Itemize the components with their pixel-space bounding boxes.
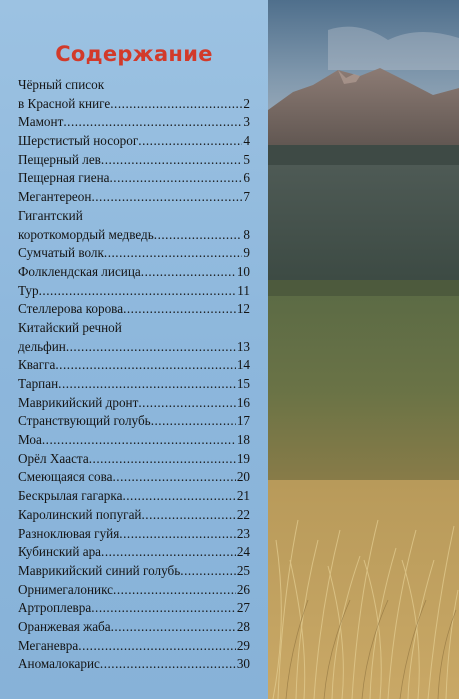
toc-entry: [18, 300, 250, 319]
dot-leader: [151, 412, 236, 431]
toc-entry-title: Пещерная гиена: [18, 170, 110, 186]
toc-entry-title: дельфин: [18, 338, 66, 354]
toc-entry: [18, 375, 250, 394]
toc-entry: [18, 655, 250, 674]
dot-leader: [119, 525, 236, 544]
toc-entry: [18, 618, 250, 637]
toc-entry-title: Смеющаяся сова: [18, 469, 113, 485]
dot-leader: [100, 655, 236, 674]
toc-entry-title: Разноклювая гуйя: [18, 525, 120, 541]
toc-page-number: 30: [236, 656, 250, 672]
dot-leader: [89, 450, 236, 469]
toc-page-number: 8: [243, 226, 250, 242]
toc-entry-title: Артроплевра: [18, 600, 92, 616]
toc-entry: [18, 581, 250, 600]
toc-page-number: 14: [236, 357, 250, 373]
dot-leader: [138, 132, 242, 151]
toc-page-number: 23: [236, 525, 250, 541]
toc-entry-title: Странствующий голубь: [18, 413, 151, 429]
dot-leader: [110, 95, 242, 114]
toc-entry: [18, 356, 250, 375]
toc-entry-title: Меганевра: [18, 637, 79, 653]
toc-page-number: 3: [243, 114, 250, 130]
toc-entry: [18, 188, 250, 207]
toc-entry: [18, 599, 250, 618]
toc-entry: [18, 151, 250, 170]
dot-leader: [55, 356, 235, 375]
toc-entry-title: Шерстистый носорог: [18, 133, 139, 149]
toc-page-number: 19: [236, 450, 250, 466]
toc-entry-line: Чёрный список: [18, 77, 105, 92]
toc-entry-title: Мегантереон: [18, 189, 92, 205]
toc-entry-title: Орёл Хааста: [18, 450, 89, 466]
dot-leader: [63, 113, 242, 132]
toc-entry-title: Пещерный лев: [18, 151, 101, 167]
toc-entry-title: Тарпан: [18, 376, 59, 391]
toc-entry-title: Каролинский попугай: [18, 506, 142, 522]
toc-entry-title: Аномалокарис: [18, 656, 100, 672]
toc-entry-title: Оранжевая жаба: [18, 618, 111, 634]
dot-leader: [122, 487, 235, 506]
toc-page-number: 24: [236, 544, 250, 560]
dot-leader: [101, 151, 242, 170]
toc-entry: [18, 468, 250, 487]
toc-entry-line: Китайский речной: [18, 319, 122, 335]
toc-page-number: 28: [236, 618, 250, 634]
dot-leader: [180, 562, 236, 581]
dot-leader: [141, 506, 235, 525]
toc-entry-title: Сумчатый волк: [18, 245, 104, 261]
toc-page-number: 11: [237, 282, 250, 298]
toc-entry-title: Маврикийский дронт: [18, 394, 139, 410]
toc-page-number: 5: [243, 151, 250, 167]
toc-entry: [18, 95, 250, 114]
dot-leader: [39, 282, 237, 301]
toc-page-number: 16: [236, 394, 250, 410]
toc-title: Содержание: [55, 42, 213, 66]
toc-entry: [18, 450, 250, 469]
toc-page-number: 7: [243, 189, 250, 205]
toc-entry: [18, 394, 250, 413]
toc-entry: [18, 637, 250, 656]
toc-page-number: 10: [236, 263, 250, 279]
dot-leader: [101, 543, 236, 562]
toc-entry: [18, 543, 250, 562]
toc-entry: [18, 562, 250, 581]
toc-page-number: 27: [236, 600, 250, 616]
toc-entry-title: Стеллерова корова: [18, 301, 124, 317]
dot-leader: [113, 581, 236, 600]
toc-page-number: 18: [236, 432, 250, 448]
toc-page-number: 25: [236, 562, 250, 578]
toc-entry: [18, 244, 250, 263]
toc-page-number: 4: [243, 133, 250, 149]
toc-entry: [18, 431, 250, 450]
dot-leader: [78, 637, 236, 656]
dot-leader: [154, 226, 243, 245]
toc-page-number: 20: [236, 469, 250, 485]
toc-entry-title: Фолклендская лисица: [18, 263, 141, 279]
dot-leader: [123, 300, 236, 319]
dot-leader: [141, 263, 236, 282]
toc-page-number: 13: [236, 338, 250, 354]
toc-entry: [18, 412, 250, 431]
toc-page-number: 12: [236, 301, 250, 317]
toc-entry-title: в Красной книге: [18, 95, 111, 111]
dot-leader: [91, 188, 242, 207]
toc-entry-title: Маврикийский синий голубь: [18, 562, 181, 578]
toc-entry-title: Кубинский ара: [18, 544, 102, 560]
toc-entry: [18, 263, 250, 282]
toc-entry-line: Гигантский: [18, 207, 83, 223]
dot-leader: [104, 244, 243, 263]
toc-entry: [18, 338, 250, 357]
toc-page-number: 22: [236, 506, 250, 522]
toc-page-number: 26: [236, 581, 250, 597]
toc-entry: [18, 487, 250, 506]
toc-entry: [18, 132, 250, 151]
toc-page-number: 17: [236, 413, 250, 429]
toc-entry: [18, 282, 250, 301]
toc-entry-title: Мамонт: [18, 114, 64, 130]
toc-page-number: 29: [236, 637, 250, 653]
toc-page-number: 2: [243, 95, 250, 111]
dot-leader: [138, 394, 235, 413]
toc-page-number: 21: [236, 488, 250, 504]
dot-leader: [58, 375, 236, 394]
toc-entry: [18, 525, 250, 544]
toc-page-number: 9: [243, 245, 250, 261]
toc-entry: [18, 226, 250, 245]
dot-leader: [42, 431, 236, 450]
dot-leader: [66, 338, 236, 357]
toc-entry-title: короткомордый медведь: [18, 226, 154, 242]
toc-page-number: 15: [236, 376, 250, 391]
toc-entry-title: Моа: [18, 432, 42, 448]
toc-entry: [18, 506, 250, 525]
toc-list: [18, 76, 250, 674]
dot-leader: [109, 169, 242, 188]
toc-entry: [18, 169, 250, 188]
toc-entry-title: Орнимегалоникс: [18, 581, 114, 597]
toc-entry-title: Квагга: [18, 357, 56, 373]
toc-entry: [18, 113, 250, 132]
dot-leader: [113, 468, 236, 487]
toc-entry-title: Тур: [18, 282, 39, 298]
toc-page-number: 6: [243, 170, 250, 186]
landscape-photo: [268, 0, 459, 699]
dot-leader: [91, 599, 236, 618]
toc-entry-title: Бескрылая гагарка: [18, 488, 123, 504]
dot-leader: [111, 618, 236, 637]
